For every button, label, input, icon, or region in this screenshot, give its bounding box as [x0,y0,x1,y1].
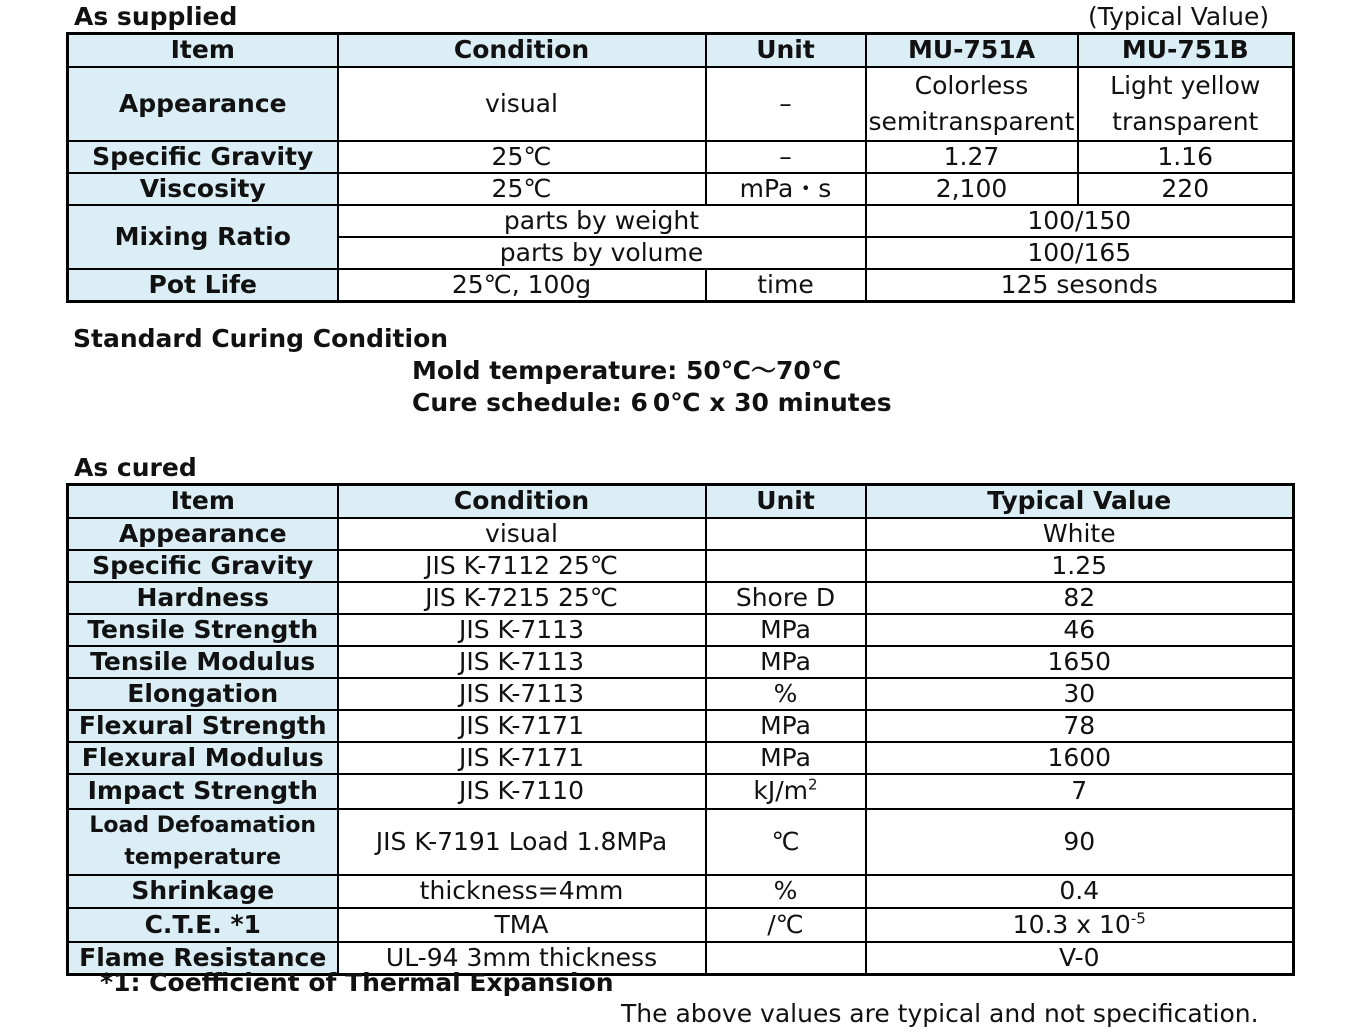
curing-schedule: Cure schedule: 6 0℃ x 30 minutes [412,388,892,417]
condition-cell: visual [338,67,706,141]
table-row [68,614,1294,646]
item-viscosity: Viscosity [68,173,338,205]
value-a-line-2: semitransparent [868,106,1075,136]
unit-cell: % [706,875,866,908]
condition-cell: JIS K-7113 [338,614,706,646]
condition-cell: JIS K-7171 [338,742,706,774]
unit-cell: MPa [706,646,866,678]
value-b-cell: 220 [1078,173,1294,205]
value-text: 10.3 x 10 [1012,909,1131,939]
item-flame-resistance: Flame Resistance [68,942,338,975]
table-row [68,205,1294,237]
item-appearance: Appearance [68,67,338,141]
value-cell: V-0 [866,942,1294,975]
value-a-line-1: Colorless [914,70,1029,100]
table-row [68,710,1294,742]
item-cell: Elongation [68,678,338,710]
header-item: Item [68,34,338,67]
condition-cell: 25℃, 100g [338,269,706,302]
table-row [68,67,1294,141]
header-unit: Unit [706,485,866,518]
value-cell [866,908,1294,942]
header-mu-751b: MU-751B [1078,34,1294,67]
value-cell: 100/150 [866,205,1294,237]
item-cell: Specific Gravity [68,550,338,582]
item-cell: Appearance [68,518,338,550]
item-pot-life: Pot Life [68,269,338,302]
condition-cell: JIS K-7215 25℃ [338,582,706,614]
value-b-cell [1078,67,1294,141]
value-cell: 125 sesonds [866,269,1294,302]
table-row [68,809,1294,875]
value-b-line-1: Light yellow [1110,70,1261,100]
disclaimer: The above values are typical and not specification. [621,999,1259,1028]
curing-title: Standard Curing Condition [73,324,449,353]
item-cell: Tensile Strength [68,614,338,646]
table-row [68,774,1294,809]
header-mu-751a: MU-751A [866,34,1078,67]
value-b-line-2: transparent [1112,106,1259,136]
unit-cell: – [706,141,866,173]
cured-table [66,483,1295,976]
item-shrinkage: Shrinkage [68,875,338,908]
table-row [68,141,1294,173]
value-cell: 100/165 [866,237,1294,269]
value-cell: White [866,518,1294,550]
header-unit: Unit [706,34,866,67]
footnote: *1: Coefficient of Thermal Expansion [100,968,614,997]
value-a-cell [866,67,1078,141]
unit-cell: /℃ [706,908,866,942]
value-cell: 82 [866,582,1294,614]
condition-cell: JIS K-7191 Load 1.8MPa [338,809,706,875]
condition-cell: JIS K-7113 [338,646,706,678]
table-row [68,908,1294,942]
unit-text: kJ/m [753,776,809,805]
unit-cell [706,550,866,582]
table-row [68,518,1294,550]
unit-cell: mPa・s [706,173,866,205]
item-cell: Flexural Strength [68,710,338,742]
value-cell: 1650 [866,646,1294,678]
value-a-cell: 2,100 [866,173,1078,205]
table-row [68,269,1294,302]
unit-cell: MPa [706,614,866,646]
item-cte: C.T.E. *1 [68,908,338,942]
unit-cell: MPa [706,742,866,774]
item-specific-gravity: Specific Gravity [68,141,338,173]
condition-cell: parts by weight [338,205,866,237]
table-row [68,742,1294,774]
header-condition: Condition [338,34,706,67]
unit-cell: Shore D [706,582,866,614]
unit-cell: ℃ [706,809,866,875]
item-cell: Hardness [68,582,338,614]
condition-cell: visual [338,518,706,550]
unit-cell: – [706,67,866,141]
condition-cell: 25℃ [338,141,706,173]
table-row [68,173,1294,205]
value-cell: 1600 [866,742,1294,774]
condition-cell: UL-94 3mm thickness [338,942,706,975]
unit-superscript: 2 [808,775,818,794]
condition-cell: JIS K-7113 [338,678,706,710]
value-cell: 1.25 [866,550,1294,582]
cured-title: As cured [74,453,197,482]
value-cell: 46 [866,614,1294,646]
table-row [68,646,1294,678]
table-row [68,550,1294,582]
header-condition: Condition [338,485,706,518]
supplied-header-row [68,34,1294,67]
cured-header-row [68,485,1294,518]
condition-cell: 25℃ [338,173,706,205]
supplied-table [66,32,1295,303]
value-cell: 90 [866,809,1294,875]
item-cell: Tensile Modulus [68,646,338,678]
value-cell: 78 [866,710,1294,742]
condition-cell: parts by volume [338,237,866,269]
value-a-cell: 1.27 [866,141,1078,173]
item-load-deformation: Load Defoamation temperature [68,809,338,875]
condition-cell: JIS K-7171 [338,710,706,742]
unit-cell: MPa [706,710,866,742]
supplied-title: As supplied [74,2,238,31]
condition-cell: JIS K-7112 25℃ [338,550,706,582]
header-typical-value: Typical Value [866,485,1294,518]
condition-cell: TMA [338,908,706,942]
condition-cell: thickness=4mm [338,875,706,908]
value-cell: 7 [866,774,1294,809]
table-row [68,582,1294,614]
unit-cell: % [706,678,866,710]
value-b-cell: 1.16 [1078,141,1294,173]
value-cell: 30 [866,678,1294,710]
item-impact-strength: Impact Strength [68,774,338,809]
curing-mold-temperature: Mold temperature: 50℃～70℃ [412,356,842,385]
unit-cell [706,774,866,809]
typical-value-note: (Typical Value) [1088,2,1270,31]
unit-cell [706,518,866,550]
item-mixing-ratio: Mixing Ratio [68,205,338,269]
condition-cell: JIS K-7110 [338,774,706,809]
unit-cell: time [706,269,866,302]
value-cell: 0.4 [866,875,1294,908]
table-row [68,875,1294,908]
value-superscript: -5 [1130,909,1146,928]
item-cell: Flexural Modulus [68,742,338,774]
unit-cell [706,942,866,975]
table-row [68,678,1294,710]
header-item: Item [68,485,338,518]
